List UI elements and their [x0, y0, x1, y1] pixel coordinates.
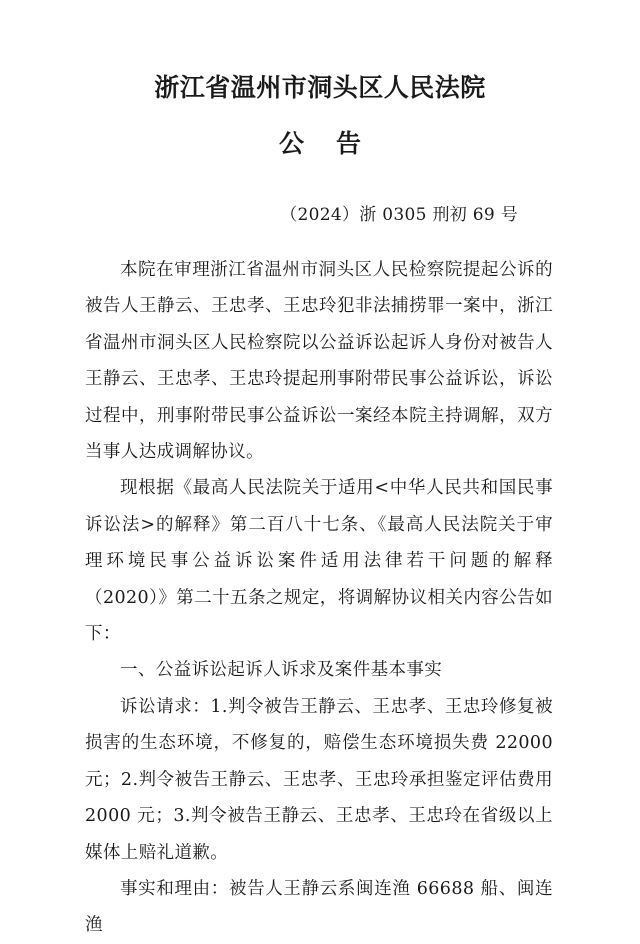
case-number: （2024）浙 0305 刑初 69 号	[280, 205, 518, 225]
paragraph-legal-basis: 现根据《最高人民法院关于适用<中华人民共和国民事诉讼法>的解释》第二百八十七条、《最高人民法院关于审理环境民事公益诉讼案件适用法律若干问题的解释（2020）》第二十五条之规定，将调解协议相关内容公告如下：	[85, 478, 553, 645]
court-name-title: 浙江省温州市洞头区人民法院	[154, 73, 486, 102]
paragraph-litigation-claims: 诉讼请求：1.判令被告王静云、王忠孝、王忠玲修复被损害的生态环境，不修复的，赔偿生态环境损失费 22000 元；2.判令被告王静云、王忠孝、王忠玲承担鉴定评估费用 2000 元；3.判令被告王静云、王忠孝、王忠玲在省级以上媒体上赔礼道歉。	[85, 696, 553, 863]
paragraph-trial-background: 本院在审理浙江省温州市洞头区人民检察院提起公诉的被告人王静云、王忠孝、王忠玲犯非法捕捞罪一案中，浙江省温州市洞头区人民检察院以公益诉讼起诉人身份对被告人王静云、王忠孝、王忠玲提起刑事附带民事公益诉讼，诉讼过程中，刑事附带民事公益诉讼一案经本院主持调解，双方当事人达成调解协议。	[85, 260, 553, 463]
document-type-char-2: 告	[336, 129, 362, 158]
document-type-char-1: 公	[278, 129, 304, 158]
paragraph-facts-and-reasons: 事实和理由：被告人王静云系闽连渔 66688 船、闽连渔	[85, 878, 553, 936]
notice-body	[85, 252, 553, 944]
section-heading-claims-and-facts: 一、公益诉讼起诉人诉求及案件基本事实	[120, 660, 443, 681]
document-type-title	[0, 126, 640, 162]
